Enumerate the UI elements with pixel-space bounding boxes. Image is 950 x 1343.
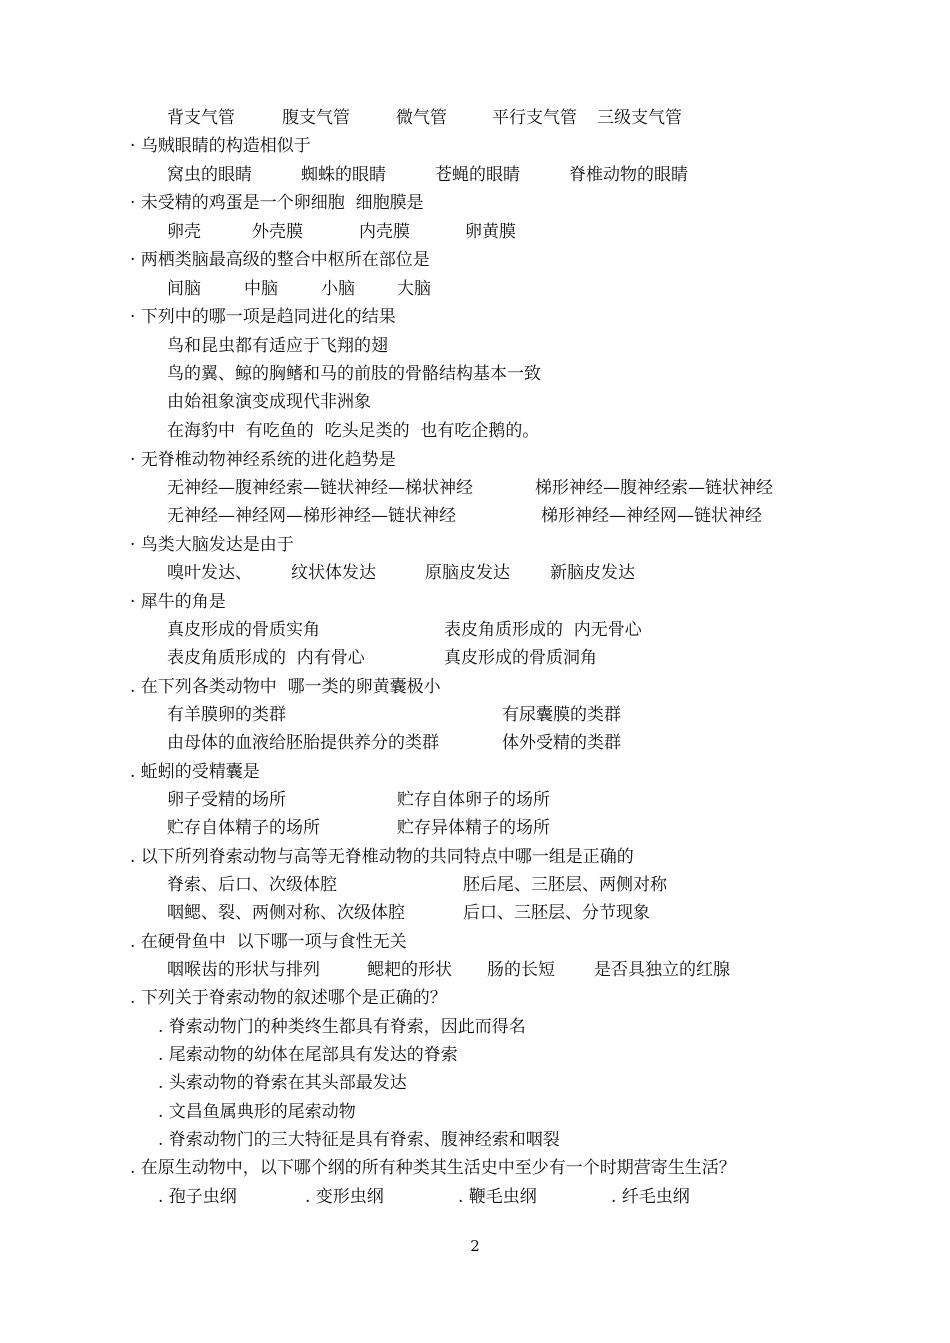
option-text: 背支气管 [167, 108, 235, 128]
option-text: 鸟的翼、鲸的胸鳍和马的前肢的骨骼结构基本一致 [167, 364, 541, 384]
option-text: 在海豹中 有吃鱼的 吃头足类的 也有吃企鹅的。 [167, 421, 540, 441]
option-text: 新脑皮发达 [550, 563, 635, 583]
option-text: 大脑 [397, 279, 431, 299]
option-text: 脊索、后口、次级体腔 [167, 875, 337, 895]
question-text: · 下列中的哪一项是趋同进化的结果 [130, 307, 396, 327]
option-text: 无神经—腹神经索—链状神经—梯状神经 [167, 478, 473, 498]
option-text: 卵黄膜 [465, 222, 516, 242]
option-text: 原脑皮发达 [425, 563, 510, 583]
option-text: . 变形虫纲 [305, 1187, 384, 1207]
option-text: . 纤毛虫纲 [611, 1187, 690, 1207]
option-text: 梯形神经—神经网—链状神经 [541, 506, 762, 526]
option-text: 鸟和昆虫都有适应于飞翔的翅 [167, 336, 388, 356]
option-text: 中脑 [244, 279, 278, 299]
option-text: 梯形神经—腹神经索—链状神经 [535, 478, 773, 498]
question-text: . 在下列各类动物中 哪一类的卵黄囊极小 [130, 677, 441, 697]
option-text: . 尾索动物的幼体在尾部具有发达的脊索 [158, 1045, 458, 1065]
option-text: 纹状体发达 [291, 563, 376, 583]
question-text: · 鸟类大脑发达是由于 [130, 535, 294, 555]
question-text: . 下列关于脊索动物的叙述哪个是正确的？ [130, 988, 447, 1008]
option-text: 后口、三胚层、分节现象 [463, 903, 650, 923]
option-text: 外壳膜 [252, 222, 303, 242]
option-text: . 鞭毛虫纲 [458, 1187, 537, 1207]
option-text: 肠的长短 [487, 960, 555, 980]
option-text: 表皮角质形成的 内无骨心 [444, 620, 642, 640]
option-text: 体外受精的类群 [502, 733, 621, 753]
option-text: 嗅叶发达、 [167, 563, 252, 583]
option-text: 咽喉齿的形状与排列 [167, 960, 320, 980]
option-text: 有尿囊膜的类群 [502, 705, 621, 725]
option-text: 是否具独立的红腺 [594, 960, 730, 980]
option-text: 内壳膜 [359, 222, 410, 242]
option-text: 鳃耙的形状 [367, 960, 452, 980]
option-text: 窝虫的眼睛 [167, 165, 252, 185]
option-text: . 脊索动物门的三大特征是具有脊索、腹神经索和咽裂 [158, 1130, 560, 1150]
option-text: 贮存自体卵子的场所 [397, 790, 550, 810]
option-text: 表皮角质形成的 内有骨心 [167, 648, 365, 668]
option-text: 由始祖象演变成现代非洲象 [167, 392, 371, 412]
question-text: . 在原生动物中，以下哪个纲的所有种类其生活史中至少有一个时期营寄生生活？ [130, 1158, 736, 1178]
option-text: 脊椎动物的眼睛 [569, 165, 688, 185]
option-text: . 脊索动物门的种类终生都具有脊索，因此而得名 [158, 1017, 526, 1037]
option-text: 卵子受精的场所 [167, 790, 286, 810]
option-text: 无神经—神经网—梯形神经—链状神经 [167, 506, 456, 526]
question-text: . 蚯蚓的受精囊是 [130, 762, 260, 782]
option-text: 有羊膜卵的类群 [167, 705, 286, 725]
option-text: 咽鳃、裂、两侧对称、次级体腔 [167, 903, 405, 923]
option-text: . 文昌鱼属典形的尾索动物 [158, 1102, 356, 1122]
question-text: · 未受精的鸡蛋是一个卵细胞 细胞膜是 [130, 193, 424, 213]
question-text: · 两栖类脑最高级的整合中枢所在部位是 [130, 250, 430, 270]
question-text: · 犀牛的角是 [130, 592, 226, 612]
question-text: · 无脊椎动物神经系统的进化趋势是 [130, 450, 396, 470]
page-number: 2 [470, 1237, 480, 1255]
option-text: 卵壳 [167, 222, 201, 242]
option-text: 蜘蛛的眼睛 [301, 165, 386, 185]
option-text: 真皮形成的骨质洞角 [444, 648, 597, 668]
option-text: 平行支气管 [492, 108, 577, 128]
option-text: 由母体的血液给胚胎提供养分的类群 [167, 733, 439, 753]
option-text: 贮存自体精子的场所 [167, 818, 320, 838]
option-text: . 孢子虫纲 [158, 1187, 237, 1207]
option-text: 三级支气管 [597, 108, 682, 128]
option-text: 苍蝇的眼睛 [435, 165, 520, 185]
option-text: 胚后尾、三胚层、两侧对称 [463, 875, 667, 895]
option-text: . 头索动物的脊索在其头部最发达 [158, 1073, 407, 1093]
option-text: 小脑 [321, 279, 355, 299]
question-text: . 以下所列脊索动物与高等无脊椎动物的共同特点中哪一组是正确的 [130, 847, 634, 867]
option-text: 真皮形成的骨质实角 [167, 620, 320, 640]
option-text: 贮存异体精子的场所 [397, 818, 550, 838]
question-text: · 乌贼眼睛的构造相似于 [130, 136, 311, 156]
option-text: 间脑 [167, 279, 201, 299]
option-text: 微气管 [396, 108, 447, 128]
option-text: 腹支气管 [282, 108, 350, 128]
question-text: . 在硬骨鱼中 以下哪一项与食性无关 [130, 932, 407, 952]
